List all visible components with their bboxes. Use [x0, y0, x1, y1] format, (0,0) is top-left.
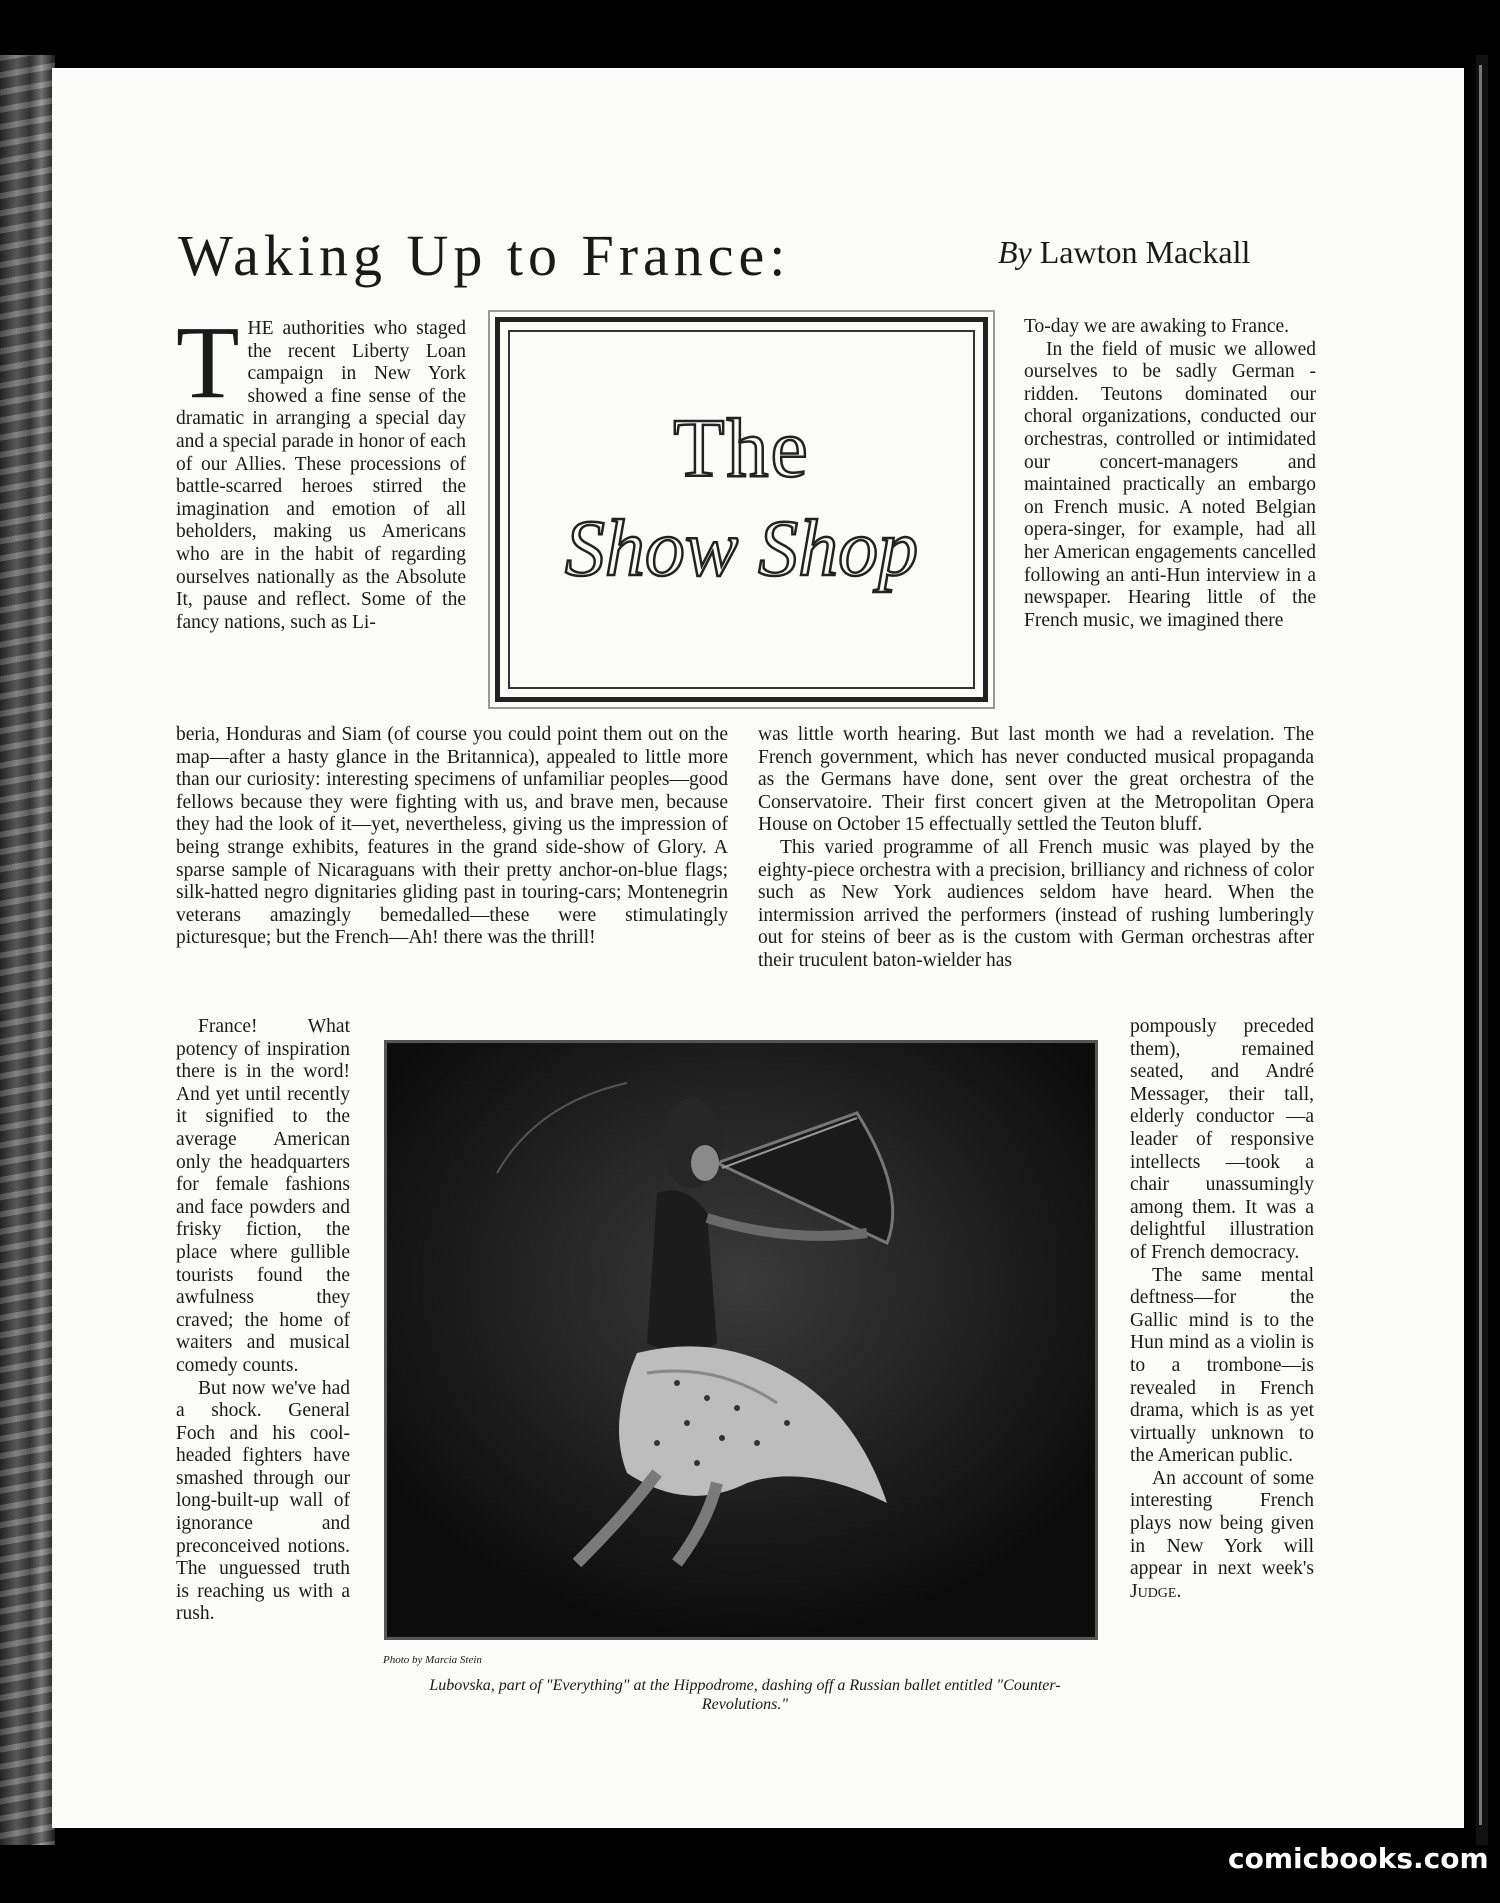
col1-narrow-p2: But now we've had a shock. General Foch and his cool-headed fighters have smashed through our long-built-up wall of ignorance and preconceived notions. The unguessed truth is reaching us with a rush.	[176, 1377, 350, 1625]
column-2-wide	[758, 724, 1314, 973]
col2-top-p1: To-day we are awaking to France.	[1024, 316, 1290, 337]
column-1-top	[176, 305, 466, 634]
photo-caption: Lubovska, part of "Everything" at the Hippodrome, dashing off a Russian ballet entitled "Counter-Revolutions."	[429, 1677, 1061, 1713]
book-binding	[0, 55, 55, 1845]
column-1-narrow	[176, 1016, 350, 1626]
col2-narrow-p2: The same mental deftness—for the Gallic mind is to the Hun mind as a violin is to a trombone—is revealed in French drama, which is as yet virtually unknown to the American public.	[1130, 1264, 1314, 1467]
col1-wide-text: beria, Honduras and Siam (of course you could point them out on the map—after a hasty glance in the Britannica), appealed to little more than our curiosity: interesting specimens of unfamiliar peoples—good fellows because they were fighting with us, and brave men, because they had the look of it—yet, nevertheless, giving us the impression of being strange exhibits, features in the grand side-show of Glory. A sparse sample of Nicaraguans with their pretty anchor-on-blue flags; silk-hatted negro dignitaries gliding past in touring-cars; Montenegrin veterans amazingly bemedalled—these were stimulatingly picturesque; but the French—Ah! there was the thrill!	[176, 724, 728, 949]
watermark: comicbooks.com	[1228, 1842, 1489, 1875]
col2-wide-p1: was little worth hearing. But last month we had a revelation. The French government, which has never conducted musical propaganda as the Germans have done, sent over the great orchestra of the Conservatoire. Their first concert given at the Metropolitan Opera House on October 15 effectually settled the Teuton bluff.	[758, 724, 1314, 836]
article-byline	[998, 234, 1250, 271]
col2-narrow-p3	[1130, 1468, 1314, 1604]
logo-show-shop: Show Shop	[564, 505, 919, 593]
col2-narrow-p1: pompously preceded them), remained seated, and André Messager, their tall, elderly conductor —a leader of responsive intellects —took a chair unassumingly among them. It was a delightful illustration of French democracy.	[1130, 1016, 1314, 1263]
byline-author: Lawton Mackall	[1039, 234, 1251, 270]
page-right-edge	[1476, 55, 1488, 1845]
show-shop-logo	[495, 317, 988, 702]
col1-top-text: HE authorities who staged the recent Liberty Loan campaign in New York showed a fine sense of the dramatic in arranging a special day and a special parade in honor of each of our Allies. These processions of battle-scarred heroes stirred the imagination and emotion of all beholders, making us Americans who are in the habit of regarding ourselves nationally as the Absolute It, pause and reflect. Some of the fancy nations, such as Li-	[176, 318, 466, 633]
dancer-photograph	[384, 1040, 1098, 1640]
article-headline: Waking Up to France:	[178, 223, 791, 288]
col2-top-p2: In the field of music we allowed ourselves to be sadly German - ridden. Teutons dominated our choral organizations, conducted our orchestras, controlled or intimidated our concert-managers and maintained practically an embargo on French music. A noted Belgian opera-singer, for example, had all her American engagements cancelled following an anti-Hun interview in a newspaper. Hearing little of the French music, we imagined there	[1024, 338, 1316, 631]
dancer-figure-illustration	[387, 1043, 1095, 1637]
column-1-wide	[176, 724, 728, 950]
col2-narrow-p3-text: An account of some interesting French plays now being given in New York will appear in next week's	[1130, 1467, 1314, 1580]
column-2-narrow	[1130, 1016, 1314, 1603]
logo-the: The	[673, 402, 810, 495]
photo-credit: Photo by Marcia Stein	[383, 1654, 482, 1666]
col2-wide-p2: This varied programme of all French music was played by the eighty-piece orchestra with a precision, brilliancy and richness of color such as New York audiences seldom have heard. When the intermission arrived the performers (instead of rushing lumberingly out for steins of beer as is the custom with German orchestras after their truculent baton-wielder has	[758, 836, 1314, 971]
byline-by: By	[998, 234, 1032, 270]
col1-narrow-p1: France! What potency of inspiration there is in the word! And yet until recently it signified to the average American only the headquarters for female fashions and face powders and frisky fiction, the place where gullible tourists found the awfulness they craved; the home of waiters and musical comedy counts.	[176, 1016, 350, 1376]
drop-cap: T	[176, 305, 240, 420]
judge-magazine-name: Judge.	[1130, 1580, 1182, 1602]
column-2-top	[1024, 316, 1316, 632]
